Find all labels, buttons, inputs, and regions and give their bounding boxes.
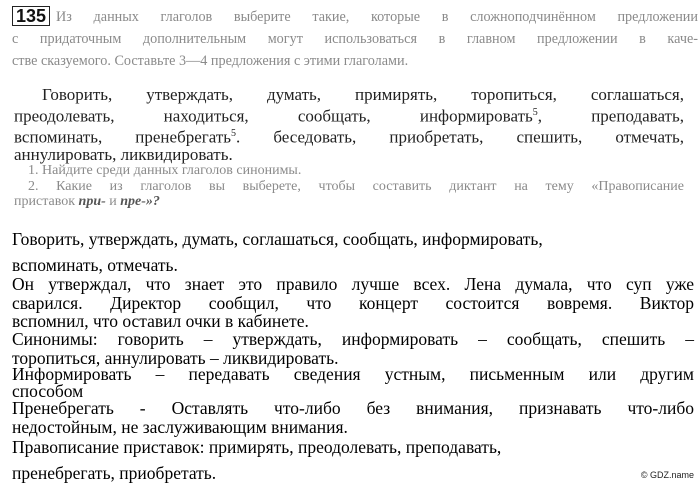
footnote-mark: 5 (532, 106, 538, 118)
question-2-cont: приставок при- и пре-»? (14, 194, 160, 209)
exercise-task (12, 6, 698, 72)
answer-line: Правописание приставок: примирять, преодолевать, преподавать, (12, 437, 502, 457)
answer-line: вспомнил, что оставил очки в кабинете. (12, 311, 309, 331)
answer-line: Говорить, утверждать, думать, соглашаться, сообщать, информировать, (12, 229, 543, 249)
answer-line: Синонимы: говорить – утверждать, информировать – сообщать, спешить – (12, 329, 694, 349)
answer-definition-2 (12, 399, 694, 436)
answer-sentences (12, 275, 694, 331)
task-line-3: стве сказуемого. Составьте 3—4 предложения с этими глаголами. (12, 53, 409, 69)
verb-line-3: вспоминать, пренебрегать$^5$. беседовать, приобретать, спешить, отмечать, (14, 127, 684, 147)
task-line-2: с придаточным дополнительным могут использоваться в главном предложении в каче- (12, 31, 698, 47)
answer-line: Он утверждал, что знает это правило лучше всех. Лена думала, что суп уже (12, 274, 694, 294)
question-2: 2. Какие из глаголов вы выберете, чтобы составить диктант на тему «Правописание (28, 178, 684, 194)
answer-definition-1 (12, 366, 694, 400)
answer-line: Информировать – передавать сведения устным, письменным или другим (12, 364, 694, 384)
verb-line-1: Говорить, утверждать, думать, примирять, торопиться, соглашаться, (42, 85, 684, 104)
answer-line: вспоминать, отмечать. (12, 255, 178, 275)
footnote-mark: 5 (231, 127, 237, 139)
answer-line: Пренебрегать - Оставлять что-либо без внимания, признавать что-либо (12, 398, 694, 418)
task-line-1: 135 Из данных глаголов выберите такие, которые в сложноподчинённом предложении (12, 6, 698, 28)
answer-spelling (12, 436, 694, 484)
answer-line: сварился. Директор сообщил, что концерт состоится вовремя. Виктор (12, 292, 694, 313)
verb-line-2: преодолевать, находиться, сообщать, информировать$^5$, преподавать, (14, 106, 684, 126)
question-1: 1. Найдите среди данных глаголов синонимы. (28, 163, 302, 178)
answer-line: пренебрегать, приобретать. (12, 463, 217, 483)
questions (14, 163, 684, 210)
exercise-number: 135 (12, 6, 50, 26)
answer-line: способом (12, 381, 84, 401)
verb-line-4: аннулировать, ликвидировать. (14, 144, 233, 164)
answer-chosen-verbs (12, 228, 694, 276)
site-credit: © GDZ.name (640, 470, 694, 480)
answer-line: торопиться, аннулировать – ликвидировать. (12, 347, 339, 368)
answer-synonyms (12, 330, 694, 367)
verb-list (14, 86, 684, 163)
answer-line: недостойным, не заслуживающим внимания. (12, 416, 348, 437)
